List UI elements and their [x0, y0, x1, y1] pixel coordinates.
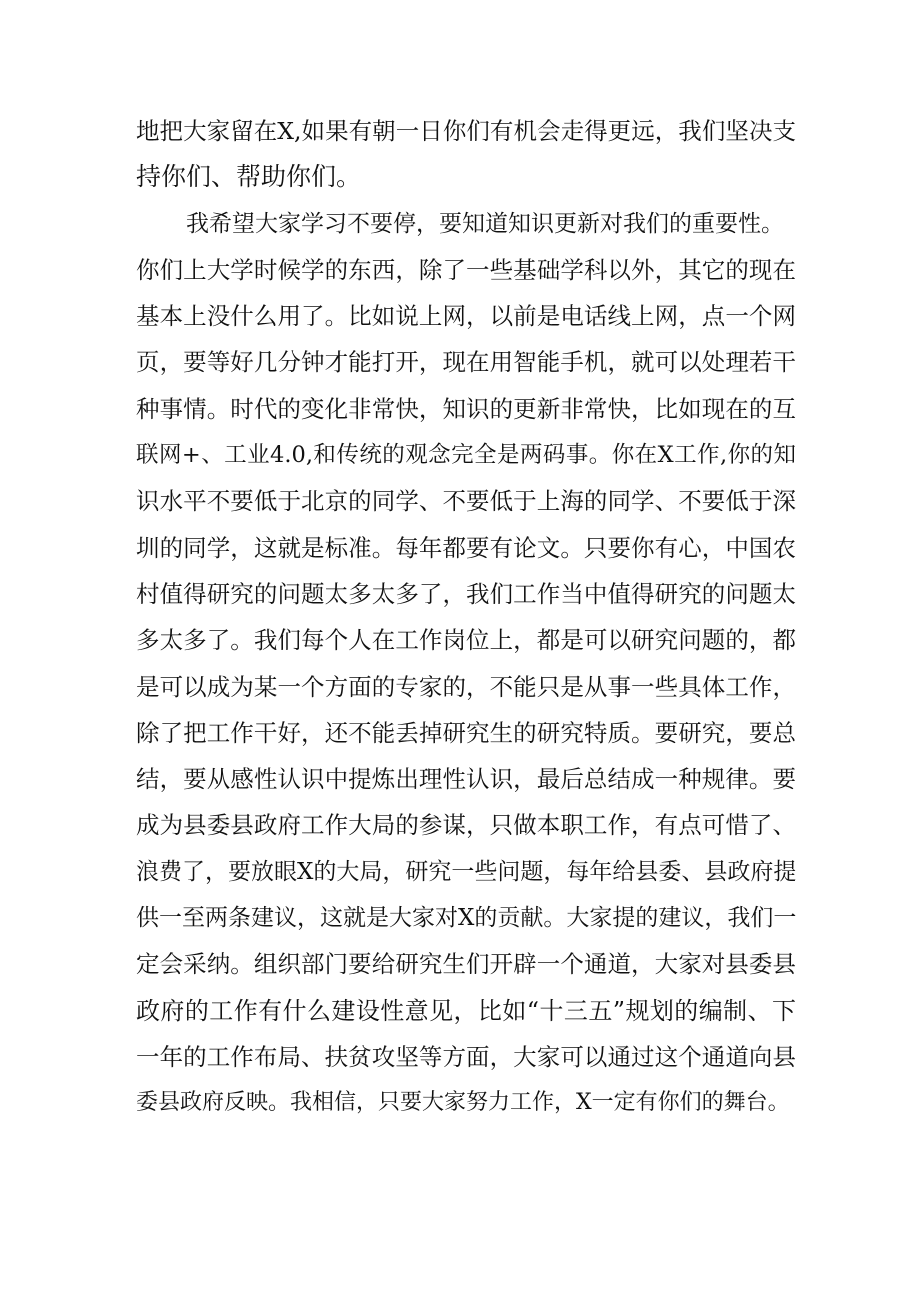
body-text	[136, 108, 796, 1127]
text-line: 我希望大家学习不要停，要知道知识更新对我们的重要性。	[186, 210, 784, 237]
text-line: 委县政府反映。我相信，只要大家努力工作，X一定有你们的舞台。	[136, 1090, 790, 1116]
text-line: 圳的同学，这就是标准。每年都要有论文。只要你有心，中国农	[136, 533, 796, 562]
text-line: 政府的工作有什么建设性意见，比如“十三五”规划的编制、下	[136, 996, 796, 1025]
text-line: 除了把工作干好，还不能丢掉研究生的研究特质。要研究，要总	[136, 718, 796, 747]
text-line: 定会采纳。组织部门要给研究生们开辟一个通道，大家对县委县	[136, 950, 796, 979]
text-line: 识水平不要低于北京的同学、不要低于上海的同学、不要低于深	[136, 487, 796, 516]
text-line: 地把大家留在X,如果有朝一日你们有机会走得更远，我们坚决支	[136, 117, 796, 145]
text-line: 一年的工作布局、扶贫攻坚等方面，大家可以通过这个通道向县	[136, 1042, 796, 1071]
text-line: 页，要等好几分钟才能打开，现在用智能手机，就可以处理若干	[136, 348, 796, 377]
text-line: 浪费了，要放眼X的大局，研究一些问题，每年给县委、县政府提	[136, 858, 797, 885]
text-line: 供一至两条建议，这就是大家对X的贡献。大家提的建议，我们一	[136, 905, 797, 932]
paragraph-2	[136, 201, 796, 1127]
text-line: 持你们、帮助你们。	[136, 162, 362, 192]
text-line: 村值得研究的问题太多太多了，我们工作当中值得研究的问题太	[136, 579, 796, 608]
text-line: 基本上没什么用了。比如说上网，以前是电话线上网，点一个网	[136, 302, 796, 331]
paragraph-1	[136, 108, 796, 201]
text-line: 是可以成为某一个方面的专家的，不能只是从事一些具体工作，	[136, 672, 796, 701]
text-line: 结，要从感性认识中提炼出理性认识，最后总结成一种规律。要	[136, 765, 796, 794]
text-line: 种事情。时代的变化非常快，知识的更新非常快，比如现在的互	[136, 394, 796, 423]
text-line: 你们上大学时候学的东西，除了一些基础学科以外，其它的现在	[136, 255, 796, 284]
text-line: 多太多了。我们每个人在工作岗位上，都是可以研究问题的，都	[136, 626, 796, 655]
text-line: 联网+、工业4.0,和传统的观念完全是两码事。你在X工作,你的知	[136, 442, 796, 469]
text-line: 成为县委县政府工作大局的参谋，只做本职工作，有点可惜了、	[136, 811, 796, 840]
